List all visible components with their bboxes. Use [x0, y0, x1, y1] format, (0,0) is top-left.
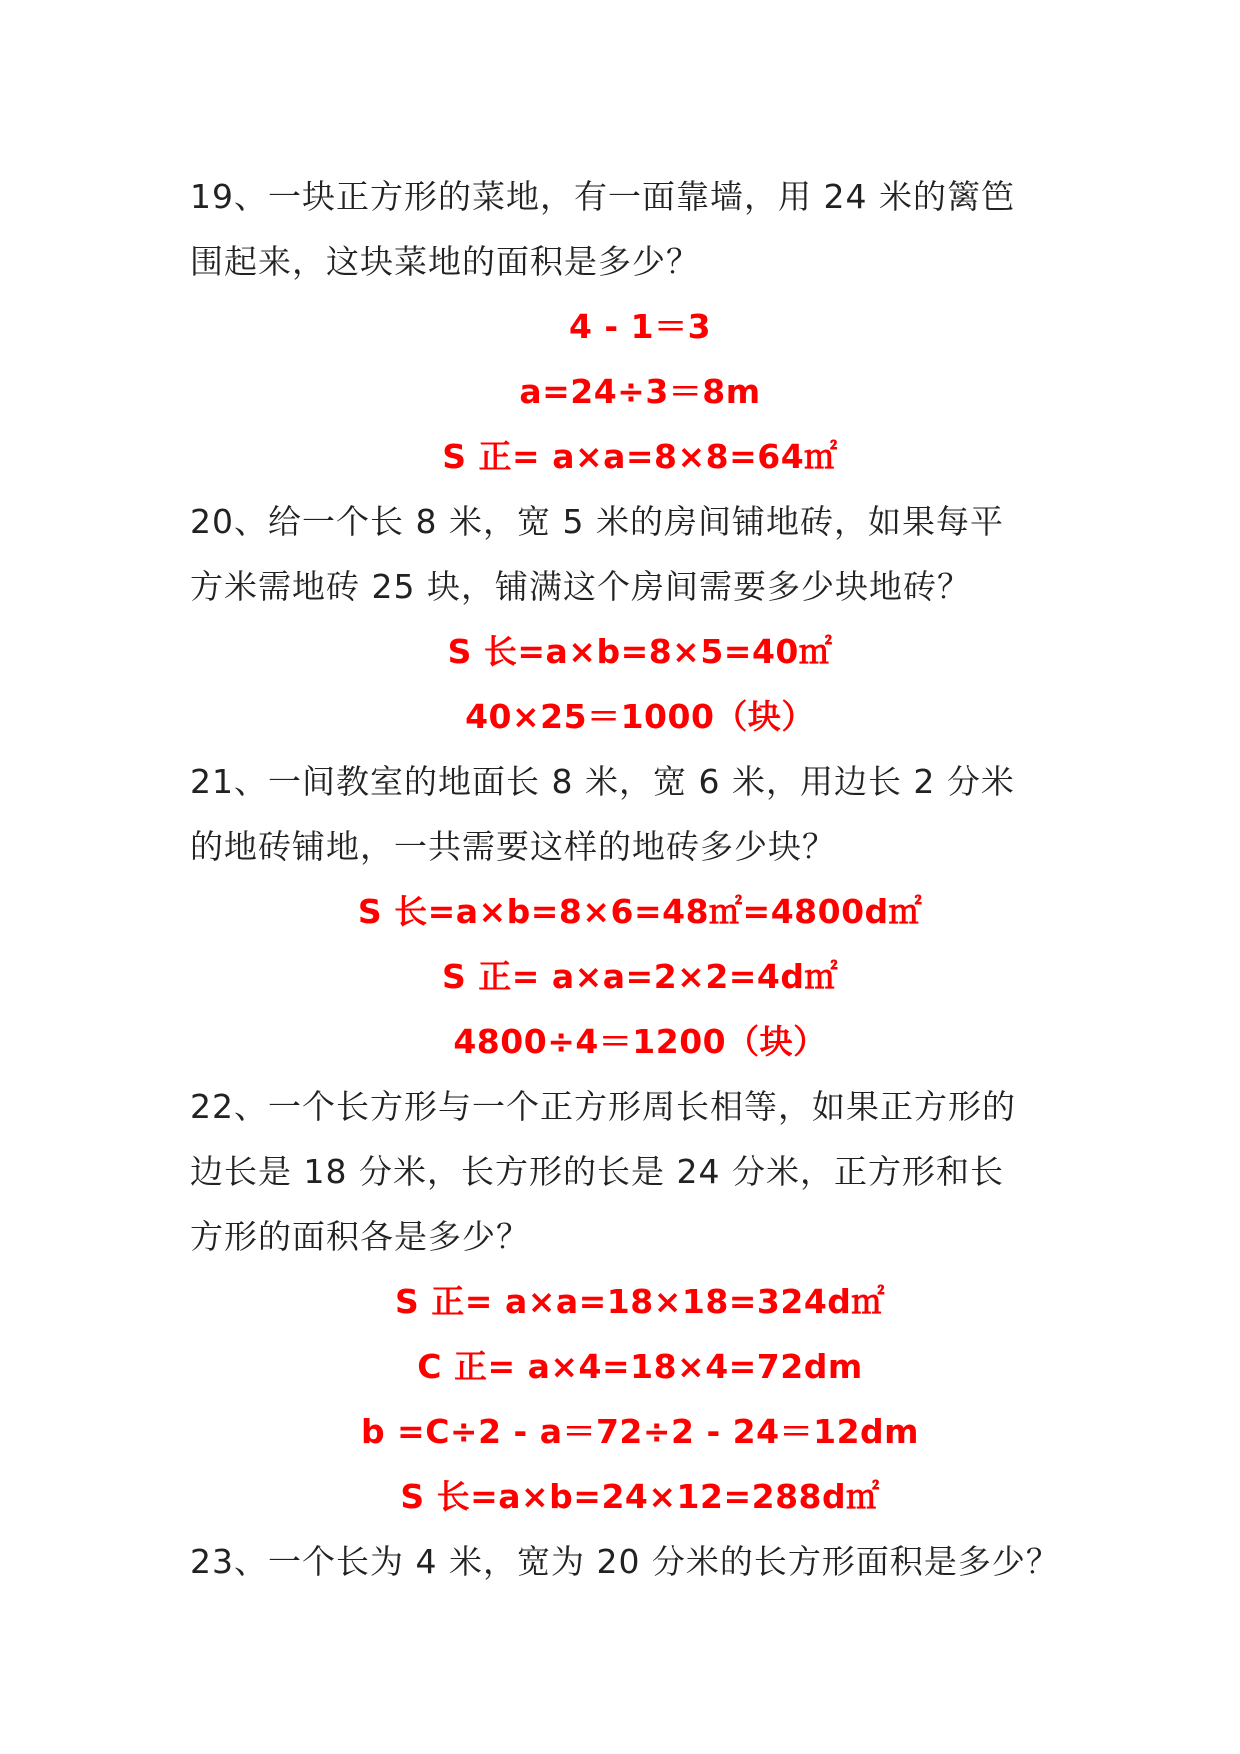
answer-line: S 长=a×b=8×5=40㎡: [447, 632, 833, 671]
question-line: 方米需地砖 25 块，铺满这个房间需要多少块地砖？: [190, 567, 971, 606]
problem-22: [190, 1074, 1090, 1529]
answer-line: S 正= a×a=18×18=324d㎡: [395, 1282, 885, 1321]
answer-line: S 正= a×a=8×8=64㎡: [442, 437, 838, 476]
problem-21: [190, 749, 1090, 1074]
question-line: 的地砖铺地，一共需要这样的地砖多少块？: [190, 827, 836, 866]
answer-line: 40×25＝1000（块）: [465, 697, 815, 736]
answer-line: 4 - 1＝3: [568, 307, 712, 346]
answer-line: b =C÷2 - a＝72÷2 - 24＝12dm: [360, 1412, 920, 1451]
question-line: 20、给一个长 8 米，宽 5 米的房间铺地砖，如果每平: [190, 502, 1004, 541]
question-line: 方形的面积各是多少？: [190, 1217, 530, 1256]
question-line: 22、一个长方形与一个正方形周长相等，如果正方形的: [190, 1087, 1016, 1126]
answer-line: S 长=a×b=24×12=288d㎡: [400, 1477, 880, 1516]
answer-line: 4800÷4＝1200（块）: [453, 1022, 827, 1061]
question-line: 边长是 18 分米，长方形的长是 24 分米，正方形和长: [190, 1152, 1004, 1191]
problem-list: [190, 164, 1090, 1594]
question-line: 21、一间教室的地面长 8 米，宽 6 米，用边长 2 分米: [190, 762, 1015, 801]
answer-line: S 长=a×b=8×6=48㎡=4800d㎡: [357, 892, 923, 931]
question-line: 围起来，这块菜地的面积是多少？: [190, 242, 700, 281]
problem-20: [190, 489, 1090, 749]
question-line: 23、一个长为 4 米，宽为 20 分米的长方形面积是多少？: [190, 1542, 1060, 1581]
problem-19: [190, 164, 1090, 489]
question-line: 19、一块正方形的菜地，有一面靠墙，用 24 米的篱笆: [190, 177, 1015, 216]
answer-line: C 正= a×4=18×4=72dm: [417, 1347, 863, 1386]
answer-line: S 正= a×a=2×2=4d㎡: [441, 957, 839, 996]
answer-line: a=24÷3＝8m: [519, 372, 761, 411]
problem-23: [190, 1529, 1090, 1594]
